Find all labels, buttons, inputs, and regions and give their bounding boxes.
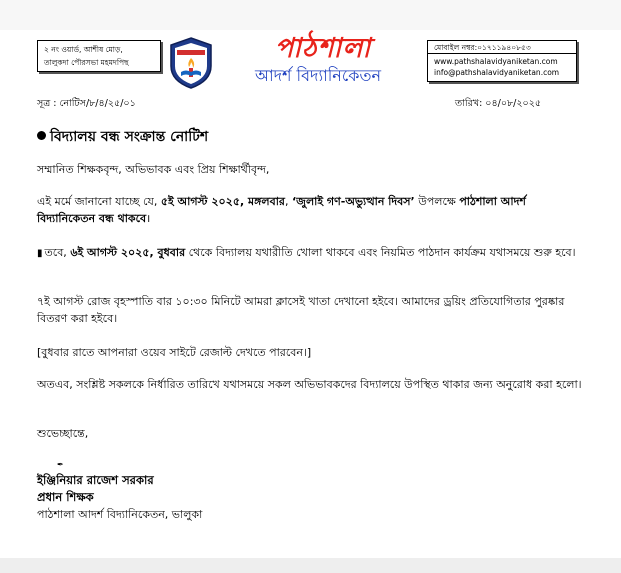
page-bottom-strip bbox=[0, 558, 621, 573]
reopen-text-c: থেকে বিদ্যালয় যথারীতি খোলা থাকবে এবং নিয়মিত পাঠদান কার্যক্রম যথাসময়ে শুরু হবে। bbox=[185, 246, 576, 259]
request-paragraph: অতএব, সংশ্লিষ্ট সকলকে নির্ধারিত তারিখে যথাসময়ে সকল অভিভাবকদের বিদ্যালয়ে উপস্থিত থাকার জন্য অনুরোধ করা হলো। bbox=[37, 378, 582, 391]
closing-text: শুভেচ্ছান্তে, bbox=[37, 427, 89, 440]
contact-box bbox=[427, 40, 577, 82]
signatory-name: ইঞ্জিনিয়ার রাজেশ সরকার bbox=[37, 473, 154, 487]
closure-date: ৫ই আগস্ট ২০২৫, মঙ্গলবার bbox=[160, 195, 285, 208]
phone-number: মোবাইল নম্বর:০১৭১১৯৪০৮৫৩ bbox=[428, 42, 576, 54]
salutation: সম্মানিত শিক্ষকবৃন্দ, অভিভাবক এবং প্রিয় শিক্ষার্থীবৃন্দ, bbox=[37, 163, 270, 176]
notice-title-text: বিদ্যালয় বন্ধ সংক্রান্ত নোটিশ bbox=[50, 129, 209, 145]
reopen-date: ৬ই আগস্ট ২০২৫, বুধবার bbox=[70, 246, 186, 259]
closure-text-g: । bbox=[146, 212, 151, 225]
closure-paragraph bbox=[37, 193, 582, 227]
closure-text-a: এই মর্মে জানানো যাচ্ছে যে, bbox=[37, 195, 161, 208]
signatory-organization: পাঠশালা আদর্শ বিদ্যানিকেতন, ভালুকা bbox=[37, 508, 203, 521]
event-paragraph: ৭ই আগস্ট রোজ বৃহস্পাতি বার ১০:৩০ মিনিটে আমরা ক্লাসেই খাতা দেখানো হইবে। আমাদের ড্রয়িং প্রতিযোগিতার পুরষ্কার বিতরণ করা হইবে। bbox=[37, 295, 565, 325]
pin-icon: ▮ bbox=[37, 248, 43, 259]
address-line-2: তালুকদা পৌরসভা মহমদপিছ bbox=[44, 58, 129, 67]
bullet-icon bbox=[37, 131, 46, 140]
reopen-paragraph bbox=[37, 244, 582, 262]
notice-date: তারিখ: ০৪/০৮/২০২৫ bbox=[455, 98, 542, 109]
address-box bbox=[37, 40, 161, 72]
closure-occasion: ‘জুলাই গণ-অভ্যুত্থান দিবস’ bbox=[291, 195, 415, 208]
notice-title bbox=[37, 127, 208, 147]
result-paragraph: [বুধবার রাতে আপনারা ওয়েব সাইটে রেজাল্ট দেখতে পারবেন।] bbox=[37, 346, 312, 359]
closure-text-c: , bbox=[284, 195, 292, 208]
signatory-role: প্রধান শিক্ষক bbox=[37, 490, 94, 504]
school-logo bbox=[168, 36, 214, 90]
signature-mark-icon: ✒ bbox=[57, 460, 64, 469]
school-name: পাঠশালা bbox=[274, 33, 372, 64]
address-line-1: ২ নং ওয়ার্ড, আশীষ মোড়, bbox=[44, 45, 123, 54]
closure-school: পাঠশালা আদর্শ বিদ্যানিকেতন বন্ধ থাকবে bbox=[37, 195, 526, 225]
reopen-text-a: তবে, bbox=[44, 246, 71, 259]
page-top-strip bbox=[0, 0, 621, 30]
email-link[interactable]: info@pathshalavidyaniketan.com bbox=[434, 68, 560, 77]
reference-number: সূত্র : নোটিস/৮/৪/২৫/০১ bbox=[37, 98, 136, 109]
closure-text-e: উপলক্ষে bbox=[414, 195, 460, 208]
school-subtitle: আদর্শ বিদ্যানিকেতন bbox=[254, 66, 382, 85]
website-link[interactable]: www.pathshalavidyaniketan.com bbox=[434, 57, 558, 66]
